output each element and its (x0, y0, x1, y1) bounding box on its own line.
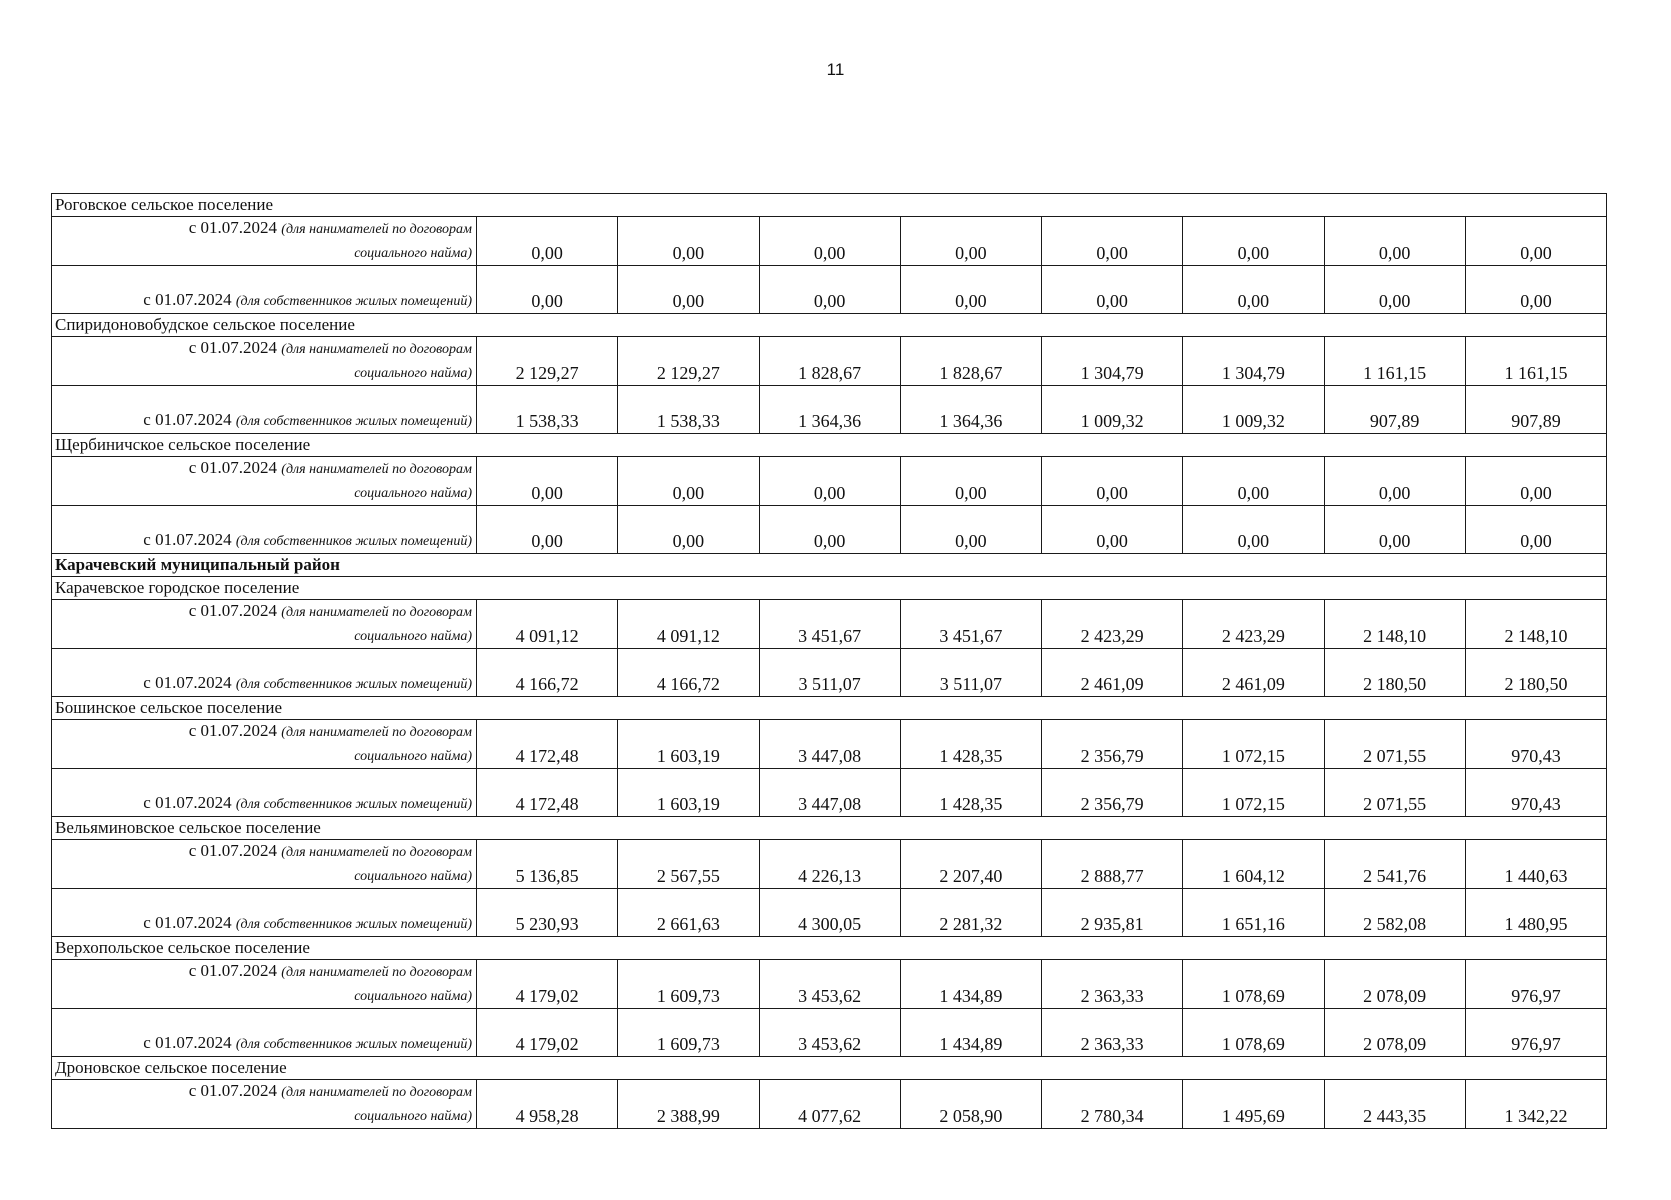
tariff-value-cell: 976,97 (1465, 1009, 1606, 1057)
tariff-value-cell: 1 009,32 (1042, 386, 1183, 434)
tariff-value-cell: 2 071,55 (1324, 720, 1465, 769)
date-label: с 01.07.2024 (188, 841, 278, 860)
tariff-value-cell: 1 342,22 (1465, 1080, 1606, 1129)
tariff-value-cell: 5 230,93 (477, 889, 618, 937)
tariff-value-cell: 2 661,63 (618, 889, 759, 937)
tariff-value-cell: 4 091,12 (477, 600, 618, 649)
tariff-value-cell: 0,00 (618, 266, 759, 314)
tariff-value-cell: 0,00 (1324, 506, 1465, 554)
tariff-table (51, 193, 1607, 1129)
tariff-value-cell: 3 451,67 (759, 600, 900, 649)
settlement-name: Дроновское сельское поселение (52, 1057, 1607, 1080)
tariff-value-cell: 0,00 (1465, 457, 1606, 506)
tariff-value-cell: 1 434,89 (900, 960, 1041, 1009)
tariff-value-cell: 0,00 (1324, 457, 1465, 506)
row-label (52, 720, 477, 769)
tenants-note: (для нанимателей по договорам (281, 605, 472, 620)
date-label: с 01.07.2024 (143, 410, 232, 429)
tariff-value-cell: 0,00 (1042, 217, 1183, 266)
tenants-note: (для нанимателей по договорам (281, 462, 472, 477)
tenants-tariff-row (52, 217, 1607, 266)
tariff-value-cell: 2 388,99 (618, 1080, 759, 1129)
tenants-tariff-row (52, 960, 1607, 1009)
owners-note: (для собственников жилых помещений) (235, 797, 472, 812)
date-label: с 01.07.2024 (188, 458, 278, 477)
tariff-value-cell: 2 582,08 (1324, 889, 1465, 937)
tariff-value-cell: 0,00 (759, 457, 900, 506)
date-label: с 01.07.2024 (188, 1081, 278, 1100)
row-label (52, 1009, 477, 1057)
tenants-tariff-row (52, 457, 1607, 506)
tariff-value-cell: 3 447,08 (759, 720, 900, 769)
tariff-value-cell: 2 356,79 (1042, 769, 1183, 817)
owners-tariff-row (52, 649, 1607, 697)
row-label (52, 457, 477, 506)
owners-tariff-row (52, 506, 1607, 554)
tariff-value-cell: 4 091,12 (618, 600, 759, 649)
district-name: Карачевский муниципальный район (52, 554, 1607, 577)
tariff-value-cell: 1 603,19 (618, 769, 759, 817)
owners-note: (для собственников жилых помещений) (235, 917, 472, 932)
tariff-value-cell: 2 180,50 (1465, 649, 1606, 697)
tenants-note: (для нанимателей по договорам (281, 725, 472, 740)
date-label: с 01.07.2024 (143, 793, 232, 812)
tariff-value-cell: 970,43 (1465, 769, 1606, 817)
tariff-value-cell: 0,00 (477, 266, 618, 314)
tariff-value-cell: 0,00 (900, 217, 1041, 266)
tariff-value-cell: 2 129,27 (477, 337, 618, 386)
row-label (52, 960, 477, 1009)
tariff-value-cell: 0,00 (1324, 266, 1465, 314)
tariff-value-cell: 0,00 (1042, 457, 1183, 506)
tariff-value-cell: 4 179,02 (477, 960, 618, 1009)
tariff-value-cell: 1 304,79 (1042, 337, 1183, 386)
tenants-tariff-row (52, 600, 1607, 649)
date-label: с 01.07.2024 (188, 721, 278, 740)
tenants-note: (для нанимателей по договорам (281, 965, 472, 980)
tariff-value-cell: 0,00 (759, 217, 900, 266)
date-label: с 01.07.2024 (143, 530, 232, 549)
tenants-note: социального найма) (354, 246, 472, 261)
tariff-value-cell: 2 356,79 (1042, 720, 1183, 769)
tariff-value-cell: 3 511,07 (759, 649, 900, 697)
tariff-value-cell: 5 136,85 (477, 840, 618, 889)
tariff-value-cell: 1 078,69 (1183, 960, 1324, 1009)
tariff-value-cell: 970,43 (1465, 720, 1606, 769)
settlement-header-row (52, 194, 1607, 217)
tariff-value-cell: 0,00 (618, 457, 759, 506)
settlement-name: Верхопольское сельское поселение (52, 937, 1607, 960)
date-label: с 01.07.2024 (188, 601, 278, 620)
tenants-tariff-row (52, 1080, 1607, 1129)
settlement-header-row (52, 697, 1607, 720)
tariff-value-cell: 0,00 (900, 266, 1041, 314)
tariff-value-cell: 1 828,67 (900, 337, 1041, 386)
tenants-note: социального найма) (354, 486, 472, 501)
tariff-value-cell: 3 447,08 (759, 769, 900, 817)
settlement-header-row (52, 314, 1607, 337)
tariff-value-cell: 0,00 (618, 506, 759, 554)
tariff-value-cell: 1 434,89 (900, 1009, 1041, 1057)
tariff-value-cell: 4 166,72 (477, 649, 618, 697)
tariff-value-cell: 2 461,09 (1042, 649, 1183, 697)
settlement-name: Карачевское городское поселение (52, 577, 1607, 600)
tariff-value-cell: 1 609,73 (618, 960, 759, 1009)
tariff-value-cell: 0,00 (1465, 266, 1606, 314)
tariff-value-cell: 0,00 (477, 457, 618, 506)
tariff-value-cell: 1 364,36 (900, 386, 1041, 434)
tariff-value-cell: 1 440,63 (1465, 840, 1606, 889)
date-label: с 01.07.2024 (188, 338, 278, 357)
tariff-value-cell: 4 300,05 (759, 889, 900, 937)
tenants-note: социального найма) (354, 989, 472, 1004)
tariff-value-cell: 2 541,76 (1324, 840, 1465, 889)
tariff-value-cell: 0,00 (618, 217, 759, 266)
tariff-value-cell: 0,00 (1465, 217, 1606, 266)
row-label (52, 506, 477, 554)
row-label (52, 649, 477, 697)
owners-tariff-row (52, 386, 1607, 434)
tariff-value-cell: 0,00 (1183, 506, 1324, 554)
tariff-value-cell: 1 009,32 (1183, 386, 1324, 434)
tariff-value-cell: 2 461,09 (1183, 649, 1324, 697)
tariff-value-cell: 1 604,12 (1183, 840, 1324, 889)
row-label (52, 337, 477, 386)
tariff-value-cell: 2 207,40 (900, 840, 1041, 889)
owners-note: (для собственников жилых помещений) (235, 677, 472, 692)
tariff-value-cell: 907,89 (1465, 386, 1606, 434)
tariff-value-cell: 3 511,07 (900, 649, 1041, 697)
tariff-value-cell: 2 363,33 (1042, 1009, 1183, 1057)
tariff-value-cell: 4 226,13 (759, 840, 900, 889)
settlement-header-row (52, 577, 1607, 600)
tariff-value-cell: 0,00 (1042, 266, 1183, 314)
tenants-tariff-row (52, 840, 1607, 889)
owners-tariff-row (52, 889, 1607, 937)
tariff-value-cell: 976,97 (1465, 960, 1606, 1009)
tariff-value-cell: 2 058,90 (900, 1080, 1041, 1129)
tenants-note: (для нанимателей по договорам (281, 342, 472, 357)
tariff-value-cell: 0,00 (1183, 266, 1324, 314)
tariff-value-cell: 1 161,15 (1465, 337, 1606, 386)
settlement-name: Спиридоновобудское сельское поселение (52, 314, 1607, 337)
tenants-note: социального найма) (354, 749, 472, 764)
settlement-header-row (52, 434, 1607, 457)
tenants-note: социального найма) (354, 1109, 472, 1124)
tariff-value-cell: 0,00 (1465, 506, 1606, 554)
tariff-value-cell: 0,00 (900, 506, 1041, 554)
date-label: с 01.07.2024 (143, 290, 232, 309)
tariff-value-cell: 2 071,55 (1324, 769, 1465, 817)
tariff-value-cell: 2 363,33 (1042, 960, 1183, 1009)
row-label (52, 769, 477, 817)
tariff-value-cell: 1 072,15 (1183, 720, 1324, 769)
tariff-value-cell: 2 780,34 (1042, 1080, 1183, 1129)
tariff-value-cell: 1 828,67 (759, 337, 900, 386)
date-label: с 01.07.2024 (143, 1033, 232, 1052)
tariff-value-cell: 0,00 (477, 217, 618, 266)
tariff-value-cell: 2 148,10 (1465, 600, 1606, 649)
settlement-header-row (52, 937, 1607, 960)
tariff-value-cell: 0,00 (759, 506, 900, 554)
tariff-value-cell: 907,89 (1324, 386, 1465, 434)
row-label (52, 386, 477, 434)
tariff-value-cell: 0,00 (1183, 457, 1324, 506)
owners-note: (для собственников жилых помещений) (235, 294, 472, 309)
tariff-value-cell: 1 651,16 (1183, 889, 1324, 937)
tariff-value-cell: 2 443,35 (1324, 1080, 1465, 1129)
row-label (52, 600, 477, 649)
tariff-value-cell: 4 166,72 (618, 649, 759, 697)
tariff-value-cell: 2 078,09 (1324, 1009, 1465, 1057)
owners-tariff-row (52, 266, 1607, 314)
settlement-header-row (52, 817, 1607, 840)
tenants-note: (для нанимателей по договорам (281, 222, 472, 237)
tariff-value-cell: 1 495,69 (1183, 1080, 1324, 1129)
tariff-value-cell: 2 423,29 (1183, 600, 1324, 649)
tariff-value-cell: 2 935,81 (1042, 889, 1183, 937)
row-label (52, 266, 477, 314)
tariff-value-cell: 0,00 (1183, 217, 1324, 266)
tenants-note: (для нанимателей по договорам (281, 1085, 472, 1100)
owners-tariff-row (52, 769, 1607, 817)
tariff-value-cell: 1 538,33 (618, 386, 759, 434)
date-label: с 01.07.2024 (143, 673, 232, 692)
tariff-value-cell: 2 148,10 (1324, 600, 1465, 649)
tariff-value-cell: 3 453,62 (759, 960, 900, 1009)
page-number: 11 (826, 60, 845, 79)
tariff-table-body (52, 194, 1607, 1129)
tariff-value-cell: 0,00 (1324, 217, 1465, 266)
settlement-name: Бошинское сельское поселение (52, 697, 1607, 720)
row-label (52, 889, 477, 937)
date-label: с 01.07.2024 (188, 961, 278, 980)
date-label: с 01.07.2024 (188, 218, 278, 237)
tariff-value-cell: 1 428,35 (900, 769, 1041, 817)
tariff-value-cell: 0,00 (477, 506, 618, 554)
tariff-value-cell: 1 078,69 (1183, 1009, 1324, 1057)
tariff-value-cell: 2 078,09 (1324, 960, 1465, 1009)
tariff-value-cell: 4 172,48 (477, 720, 618, 769)
tariff-value-cell: 0,00 (759, 266, 900, 314)
settlement-name: Вельяминовское сельское поселение (52, 817, 1607, 840)
owners-tariff-row (52, 1009, 1607, 1057)
row-label (52, 1080, 477, 1129)
tariff-value-cell: 2 129,27 (618, 337, 759, 386)
district-header-row (52, 554, 1607, 577)
tariff-value-cell: 2 567,55 (618, 840, 759, 889)
tenants-tariff-row (52, 337, 1607, 386)
tariff-value-cell: 2 180,50 (1324, 649, 1465, 697)
tariff-value-cell: 1 603,19 (618, 720, 759, 769)
date-label: с 01.07.2024 (143, 913, 232, 932)
row-label (52, 840, 477, 889)
row-label (52, 217, 477, 266)
tariff-value-cell: 1 609,73 (618, 1009, 759, 1057)
tariff-value-cell: 2 888,77 (1042, 840, 1183, 889)
tariff-value-cell: 1 304,79 (1183, 337, 1324, 386)
tariff-value-cell: 3 453,62 (759, 1009, 900, 1057)
tenants-note: социального найма) (354, 869, 472, 884)
settlement-name: Щербиничское сельское поселение (52, 434, 1607, 457)
tariff-value-cell: 1 538,33 (477, 386, 618, 434)
tenants-note: (для нанимателей по договорам (281, 845, 472, 860)
tariff-value-cell: 4 172,48 (477, 769, 618, 817)
tenants-note: социального найма) (354, 366, 472, 381)
tariff-value-cell: 1 072,15 (1183, 769, 1324, 817)
tariff-value-cell: 4 077,62 (759, 1080, 900, 1129)
tariff-value-cell: 3 451,67 (900, 600, 1041, 649)
tariff-value-cell: 4 179,02 (477, 1009, 618, 1057)
owners-note: (для собственников жилых помещений) (235, 534, 472, 549)
tenants-note: социального найма) (354, 629, 472, 644)
owners-note: (для собственников жилых помещений) (235, 414, 472, 429)
settlement-name: Роговское сельское поселение (52, 194, 1607, 217)
tariff-value-cell: 2 423,29 (1042, 600, 1183, 649)
tariff-value-cell: 0,00 (1042, 506, 1183, 554)
owners-note: (для собственников жилых помещений) (235, 1037, 472, 1052)
tariff-value-cell: 1 161,15 (1324, 337, 1465, 386)
tariff-value-cell: 1 480,95 (1465, 889, 1606, 937)
tariff-value-cell: 1 428,35 (900, 720, 1041, 769)
tenants-tariff-row (52, 720, 1607, 769)
tariff-value-cell: 4 958,28 (477, 1080, 618, 1129)
tariff-value-cell: 2 281,32 (900, 889, 1041, 937)
tariff-value-cell: 0,00 (900, 457, 1041, 506)
settlement-header-row (52, 1057, 1607, 1080)
tariff-value-cell: 1 364,36 (759, 386, 900, 434)
